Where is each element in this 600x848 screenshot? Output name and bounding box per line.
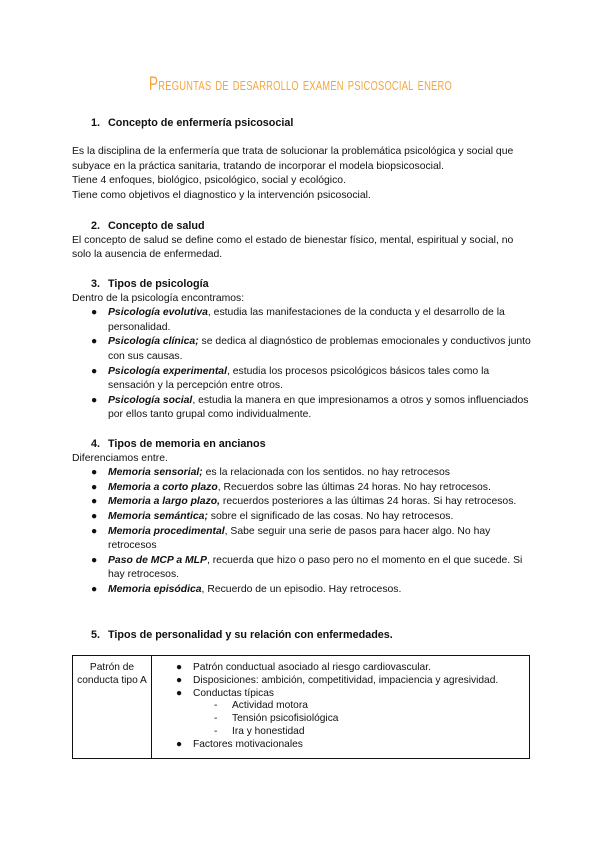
list-item: ● Factores motivacionales: [176, 738, 303, 750]
table-cell-label: Patrón de conducta tipo A: [73, 656, 152, 759]
psychology-list: [72, 306, 532, 423]
list-item: ● Psicología social, estudia la manera en que impresionamos a otros y somos influenciados por ellos tanto grupal como individualmente.: [91, 394, 529, 421]
section-5: [72, 628, 532, 643]
list-item: ● Disposiciones: ambición, competitividad, impaciencia y agresividad.: [176, 674, 499, 686]
section-4: [72, 437, 532, 598]
sub-item: - Ira y honestidad: [214, 725, 305, 737]
section-heading: 2. Concepto de salud: [91, 220, 205, 232]
section-heading: 4. Tipos de memoria en ancianos: [91, 438, 266, 450]
section-1: [72, 116, 532, 204]
list-item: ● Memoria procedimental, Sabe seguir una serie de pasos para hacer algo. No hay retrocesos: [91, 525, 491, 552]
section-3: [72, 277, 532, 423]
list-item: ● Psicología experimental, estudia los procesos psicológicos básicos tales como la sensación y la percepción entre otros.: [91, 365, 490, 392]
section-heading: 5. Tipos de personalidad y su relación con enfermedades.: [91, 629, 393, 641]
document-title: Preguntas de desarrollo examen psicosocial enero: [148, 74, 452, 95]
list-item: ● Patrón conductual asociado al riesgo cardiovascular.: [176, 662, 431, 673]
sub-item: - Tensión psicofisiológica: [214, 713, 339, 725]
personality-table: [72, 655, 530, 759]
table-cell-content: [152, 656, 530, 759]
paragraph: Tiene como objetivos el diagnostico y la intervención psicosocial.: [72, 189, 371, 201]
intro: Diferenciamos entre.: [72, 452, 168, 464]
list-item: ● Psicología evolutiva, estudia las manifestaciones de la conducta y el desarrollo de la personalidad.: [91, 307, 505, 333]
section-2: [72, 219, 532, 263]
paragraph: Es la disciplina de la enfermería que trata de solucionar la problemática psicológica y social que subyace en la práctica sanitaria, tratando de incorporar el modela biopsicosocial.: [72, 146, 514, 172]
paragraph: El concepto de salud se define como el estado de bienestar físico, mental, espiritual y social, no solo la ausencia de enfermedad.: [72, 234, 514, 261]
sub-item: - Actividad motora: [214, 700, 308, 712]
table-row: [73, 656, 530, 759]
list-item: ● Psicología clínica; se dedica al diagnóstico de problemas emocionales y conductivos junto con sus causas.: [91, 336, 531, 362]
section-heading: 3. Tipos de psicología: [91, 278, 209, 290]
list-item: ● Conductas típicas: [176, 687, 274, 699]
intro: Dentro de la psicología encontramos:: [72, 292, 245, 304]
paragraph: Tiene 4 enfoques, biológico, psicológico, social y ecológico.: [72, 175, 346, 187]
list-item: ● Memoria episódica, Recuerdo de un episodio. Hay retrocesos.: [91, 583, 402, 595]
memory-list: [72, 466, 532, 597]
list-item: ● Memoria a corto plazo, Recuerdos sobre las últimas 24 horas. No hay retrocesos.: [91, 481, 491, 493]
list-item: ● Memoria a largo plazo, recuerdos posteriores a las últimas 24 horas. Si hay retrocesos.: [91, 496, 517, 508]
list-item: ● Paso de MCP a MLP, recuerda que hizo o paso pero no el momento en el que sucede. Si hay retrocesos.: [91, 554, 523, 581]
list-item: ● Memoria semántica; sobre el significado de las cosas. No hay retrocesos.: [91, 510, 454, 522]
section-heading: 1. Concepto de enfermería psicosocial: [91, 117, 294, 129]
list-item: ● Memoria sensorial; es la relacionada con los sentidos. no hay retrocesos: [91, 467, 450, 479]
